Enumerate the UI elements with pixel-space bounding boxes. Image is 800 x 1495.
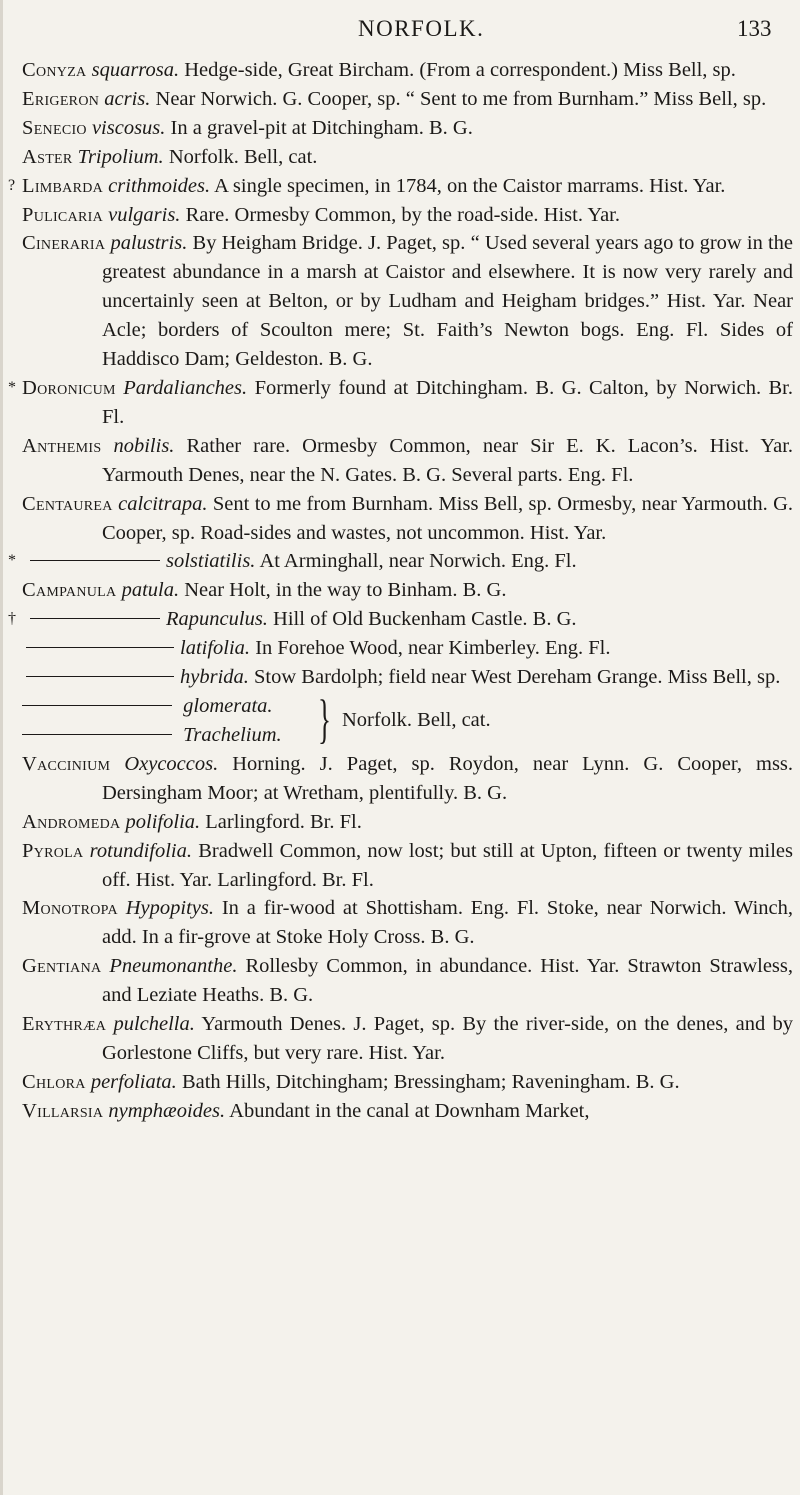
ditto-dash [30,560,160,561]
species-name: glomerata. [183,694,273,717]
species-name: Pneumonanthe. [109,955,238,978]
ditto-dash [30,618,160,619]
plant-entry [8,1097,793,1126]
locality-text: Hill of Old Buckenham Castle. B. G. [273,608,577,631]
plant-entry [8,432,793,490]
genus-name: Senecio [22,116,87,139]
locality-text: Abundant in the canal at Downham Market, [229,1099,590,1122]
ditto-dash [26,647,174,648]
locality-text: Larlingford. Br. Fl. [205,810,362,833]
genus-name: Anthemis [22,434,102,457]
locality-text: Bradwell Common, now lost; but still at Upton, fifteen or twenty miles off. Hist. Yar. Larlingford. Br. Fl. [102,839,794,891]
locality-text: Horning. J. Paget, sp. Roydon, near Lynn. G. Cooper, mss. Dersingham Moor; at Wretham, plentifully. B. G. [102,752,794,804]
genus-name: Aster [22,145,73,168]
plant-entry [8,143,793,172]
plant-entry [8,374,793,432]
genus-name: Centaurea [22,492,113,515]
bracketed-entry-pair [8,688,793,750]
locality-text: Formerly found at Ditchingham. B. G. Calton, by Norwich. Br. Fl. [102,376,794,428]
locality-text: Near Norwich. G. Cooper, sp. “ Sent to me from Burnham.” Miss Bell, sp. [155,87,767,110]
locality-text: Rather rare. Ormesby Common, near Sir E. K. Lacon’s. Hist. Yar. Yarmouth Denes, near the N. Gates. B. G. Several parts. Eng. Fl. [102,434,794,486]
species-name: Oxycoccos. [124,752,219,775]
locality-text: Norfolk. Bell, cat. [168,145,318,168]
bracket-row-2 [8,721,282,750]
locality-text: A single specimen, in 1784, on the Caistor marrams. Hist. Yar. [214,174,726,197]
running-head: NORFOLK. [358,16,485,41]
entry-mark: † [8,610,16,628]
genus-name: Andromeda [22,810,121,833]
entry-list [8,750,793,1126]
species-name: rotundifolia. [89,839,192,862]
plant-entry [8,490,793,548]
locality-text: Near Holt, in the way to Binham. B. G. [184,579,507,602]
genus-name: Erigeron [22,87,100,110]
genus-name: Chlora [22,1070,86,1093]
shared-locality: Norfolk. Bell, cat. [342,708,491,731]
genus-name: Pulicaria [22,203,103,226]
locality-text: Bath Hills, Ditchingham; Bressingham; Raveningham. B. G. [181,1070,680,1093]
locality-text: Sent to me from Burnham. Miss Bell, sp. Ormesby, near Yarmouth. G. Cooper, sp. Road-sides and wastes, not uncommon. Hist. Yar. [102,492,794,544]
species-name: nobilis. [113,434,175,457]
genus-name: Pyrola [22,839,84,862]
plant-entry [8,201,793,230]
page-number: 133 [737,16,772,41]
locality-text: In Forehoe Wood, near Kimberley. Eng. Fl. [255,637,611,660]
locality-text: In a fir-wood at Shottisham. Eng. Fl. Stoke, near Norwich. Winch, add. In a fir-grove at Stoke Holy Cross. B. G. [102,897,793,949]
species-name: Rapunculus. [166,608,268,631]
entry-list [8,56,793,692]
species-name: Trachelium. [183,723,282,746]
page-edge-shadow [0,0,3,1495]
genus-name: Villarsia [22,1099,104,1122]
ditto-dash [26,676,174,677]
genus-name: Vaccinium [22,752,111,775]
plant-entry [8,952,793,1010]
plant-entry [8,547,793,576]
species-name: polifolia. [125,810,201,833]
plant-entry [8,808,793,837]
species-name: vulgaris. [108,203,181,226]
species-name: pulchella. [113,1013,195,1036]
page-body [8,56,793,1126]
species-name: viscosus. [91,116,166,139]
species-name: squarrosa. [91,59,180,81]
species-name: patula. [121,579,180,602]
plant-entry [8,750,793,808]
species-name: Pardalianches. [123,376,248,399]
species-name: latifolia. [180,637,251,660]
plant-entry [8,605,793,634]
locality-text: Rare. Ormesby Common, by the road-side. Hist. Yar. [185,203,621,226]
genus-name: Erythræa [22,1013,107,1036]
species-name: Tripolium. [77,145,164,168]
species-name: perfoliata. [90,1070,177,1093]
bracket-row-1 [8,692,273,721]
species-name: acris. [104,87,151,110]
genus-name: Monotropa [22,897,118,920]
species-name: hybrida. [180,666,249,689]
species-name: nymphæoides. [108,1099,226,1122]
species-name: palustris. [110,232,188,255]
plant-entry [8,634,793,663]
plant-entry [8,172,793,201]
page-header [0,14,800,48]
genus-name: Doronicum [22,376,116,399]
plant-entry [8,894,793,952]
genus-name: Cineraria [22,232,106,255]
plant-entry [8,114,793,143]
genus-name: Gentiana [22,955,102,978]
species-name: Hypopitys. [125,897,214,920]
locality-text: In a gravel-pit at Ditchingham. B. G. [170,116,473,139]
genus-name: Conyza [22,59,87,81]
entry-mark: ? [8,176,16,194]
locality-text: Stow Bardolph; field near West Dereham Grange. Miss Bell, sp. [254,666,781,689]
entry-mark: * [8,378,16,396]
plant-entry [8,229,793,374]
species-name: calcitrapa. [118,492,208,515]
plant-entry [8,663,793,692]
species-name: crithmoides. [108,174,211,197]
plant-entry [8,576,793,605]
plant-entry [8,85,793,114]
genus-name: Limbarda [22,174,104,197]
entry-mark: * [8,552,16,570]
genus-name: Campanula [22,579,117,602]
plant-entry [8,56,793,85]
plant-entry [8,1010,793,1068]
locality-text: Yarmouth Denes. J. Paget, sp. By the river-side, on the denes, and by Gorlestone Cliffs, but very rare. Hist. Yar. [102,1013,793,1064]
species-name: solstiatilis. [166,550,256,573]
locality-text: By Heigham Bridge. J. Paget, sp. “ Used several years ago to grow in the greatest abundance in a marsh at Caistor and elsewhere. It is now very rarely and uncertainly seen at Belton, or by Ludham and Heigham bridges.” Hist. Yar. Near Acle; borders of Scoulton mere; St. Faith’s Newton bogs. Eng. Fl. Sides of Haddisco Dam; Geldeston. B. G. [102,232,794,371]
plant-entry [8,1068,793,1097]
locality-text: Rollesby Common, in abundance. Hist. Yar. Strawton Strawless, and Leziate Heaths. B. G. [102,955,794,1007]
plant-entry [8,837,793,895]
locality-text: At Arminghall, near Norwich. Eng. Fl. [259,550,577,573]
brace-symbol: } [318,688,331,749]
locality-text: Hedge-side, Great Bircham. (From a correspondent.) Miss Bell, sp. [184,59,736,81]
